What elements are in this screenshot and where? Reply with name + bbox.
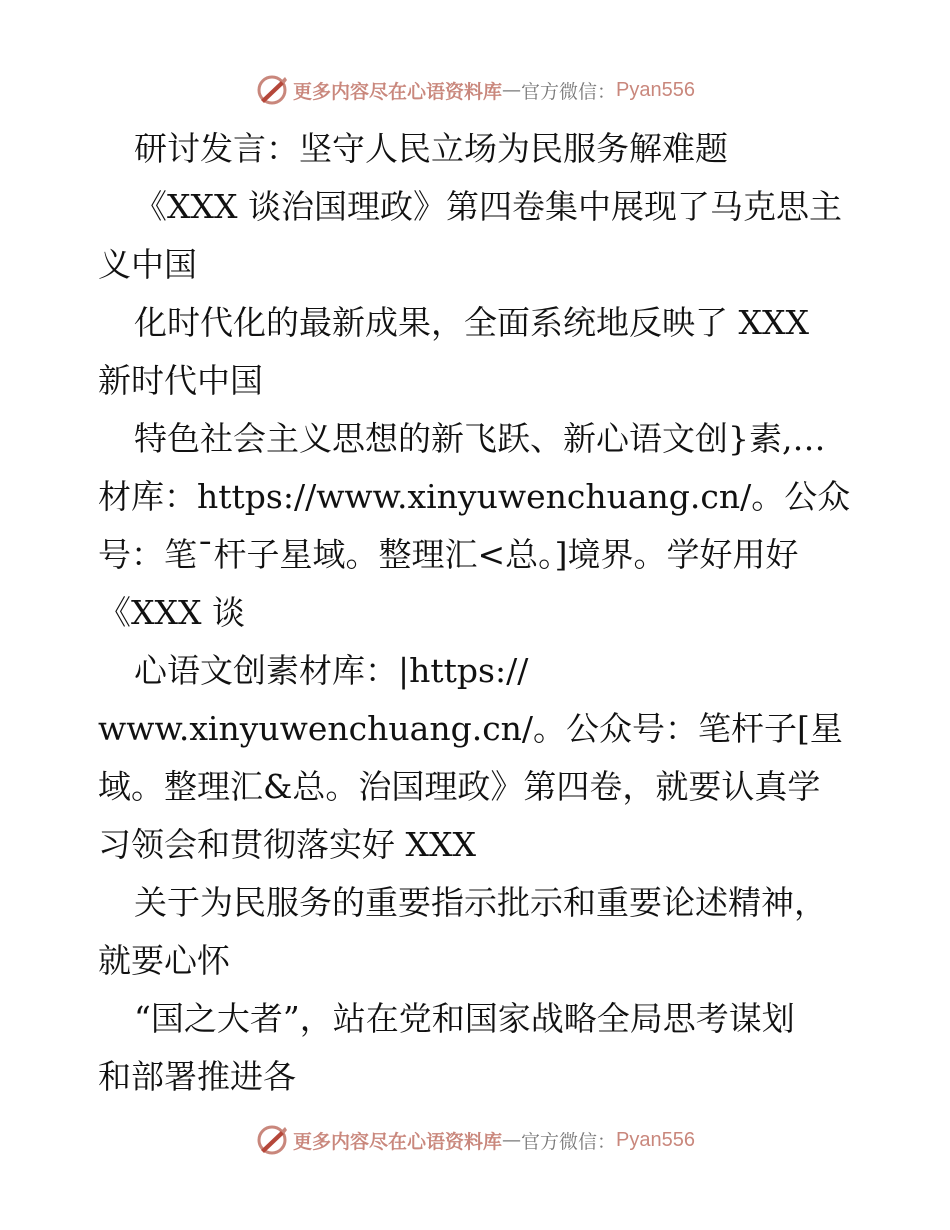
watermark-official-label: 官方微信： xyxy=(521,80,617,103)
watermark-official-label: 官方微信： xyxy=(521,1130,617,1153)
watermark-brand-text: 更多内容尽在心语资料库 xyxy=(293,1130,503,1153)
document-body xyxy=(98,120,858,1106)
text-line: 和部署推进各 xyxy=(98,1057,296,1096)
text-line: 号：笔¯杆子星域。整理汇<总。]境界。学好用好 xyxy=(98,535,799,574)
text-line: 化时代化的最新成果，全面系统地反映了 XXX xyxy=(134,303,809,342)
pen-logo-icon xyxy=(255,73,289,107)
text-line: “国之大者”，站在党和国家战略全局思考谋划 xyxy=(134,999,795,1038)
text-line: 就要心怀 xyxy=(98,941,230,980)
pen-logo-icon xyxy=(255,1123,289,1157)
title-line: 研讨发言：坚守人民立场为民服务解难题 xyxy=(134,129,728,168)
watermark-wechat-id: Pyan556 xyxy=(616,78,695,101)
text-line: 义中国 xyxy=(98,245,197,284)
text-line: 特色社会主义思想的新飞跃、新心语文创}素,… xyxy=(134,419,826,458)
text-line: 《XXX 谈治国理政》第四卷集中展现了马克思主 xyxy=(134,187,842,226)
footer-watermark xyxy=(0,1120,950,1160)
text-line: 材库：https://www.xinyuwenchuang.cn/。公众 xyxy=(98,477,851,516)
text-line: 关于为民服务的重要指示批示和重要论述精神， xyxy=(134,883,827,922)
text-line: www.xinyuwenchuang.cn/。公众号：笔杆子[星 xyxy=(98,709,843,748)
watermark-dash: — xyxy=(502,79,522,101)
text-line: 心语文创素材库：|https:// xyxy=(134,651,529,690)
text-line: 习领会和贯彻落实好 XXX xyxy=(98,825,476,864)
watermark-dash: — xyxy=(502,1129,522,1151)
text-line: 新时代中国 xyxy=(98,361,263,400)
text-line: 《XXX 谈 xyxy=(98,593,245,632)
header-watermark xyxy=(0,70,950,110)
watermark-wechat-id: Pyan556 xyxy=(616,1128,695,1151)
text-line: 域。整理汇&总。治国理政》第四卷，就要认真学 xyxy=(98,767,821,806)
watermark-brand-text: 更多内容尽在心语资料库 xyxy=(293,80,503,103)
